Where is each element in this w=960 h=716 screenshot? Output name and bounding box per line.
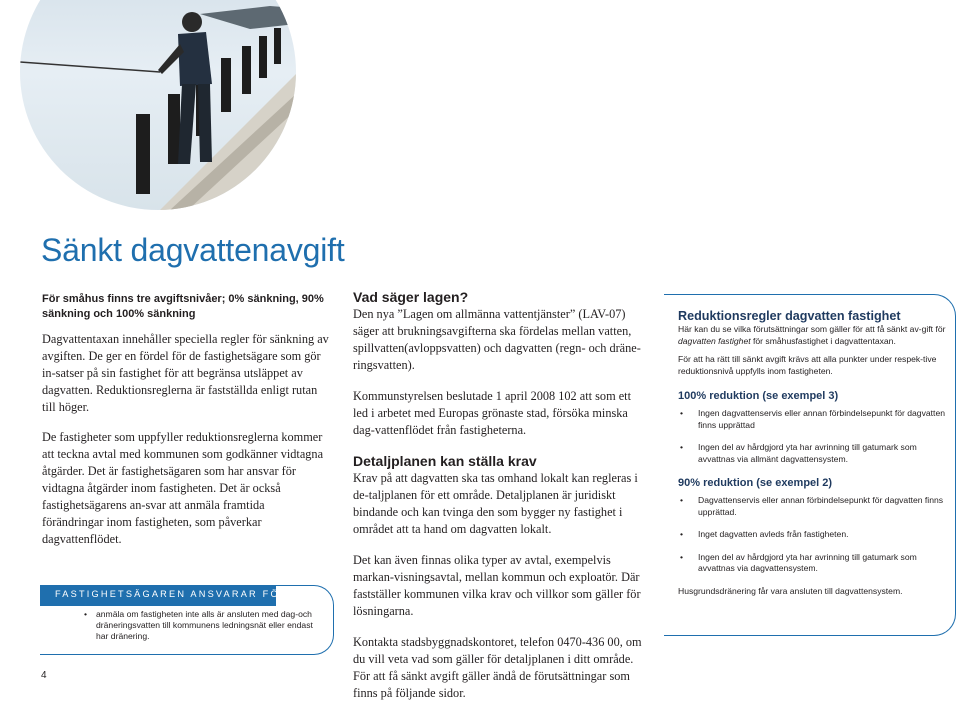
reduction-footer: Husgrundsdränering får vara ansluten till dagvattensystem.	[678, 585, 903, 596]
middle-column	[353, 289, 649, 716]
middle-paragraph-1: Den nya ”Lagen om allmänna vattentjänster” (LAV-07) säger att brukningsavgifterna ska fördelas mellan vatten, spillvatten(avloppsvatten) och dagvatten (regn- och dräne-ringsvatten).	[353, 307, 641, 372]
reduction-intro: Här kan du se vilka förutsättningar som gäller för att få sänkt av-gift för dagvatten fastighet för småhusfastighet i dagvattentaxan.	[678, 324, 946, 346]
list-90-reduction	[678, 495, 948, 575]
middle-paragraph-5: Kontakta stadsbyggnadskontoret, telefon 0470-436 00, om du vill veta vad som gäller för detaljplanen i ditt område. För att få sänkt avgift gäller ändå de förutsättningar som finns på följande sidor.	[353, 635, 642, 700]
left-column	[42, 292, 329, 561]
left-paragraph-1: Dagvattentaxan innehåller speciella regler för sänkning av avgiften. De ger en fördel för de fastighetsägare som gör in-satser på sin fastighet för att begränsa utsläppet av dagvatten. Reduktionsreglerna är fastställda enligt rutan till höger.	[42, 332, 329, 414]
middle-paragraph-3: Krav på att dagvatten ska tas omhand lokalt kan regleras i de-taljplanen för ett område. Detaljplanen är juridiskt bindande och kan tvinga den som bygger ny fastighet i området att ta hand om dagvatten lokalt.	[353, 471, 638, 536]
page-title: Sänkt dagvattenavgift	[41, 232, 345, 268]
list-item: • Ingen del av hårdgjord yta har avrinning till gatumark som avvattnas via dagvattensystem.	[680, 551, 917, 573]
reduction-rules-content	[678, 324, 948, 604]
left-paragraph-2: De fastigheter som uppfyller reduktionsreglerna kommer att teckna avtal med kommunen som godkänner vidtagna åtgärder. Det är fastighetsägaren som har ansvar för vidtagna åtgärder inom fastigheten. Det är också fastighetsägarens an-svar att anmäla framtida förändringar inom fastigheten, som påverkar dagvattenflödet.	[42, 430, 324, 546]
reduction-rules-title: Reduktionsregler dagvatten fastighet	[678, 309, 901, 323]
owner-responsibility-item: anmäla om fastigheten inte alls är ansluten med dag-och dräneringsvatten till kommunens ledningsnät eller endast har dränering.	[96, 609, 313, 641]
heading-detaljplanen: Detaljplanen kan ställa krav	[353, 453, 537, 469]
bullet: •	[84, 609, 88, 619]
owner-responsibility-heading: FASTIGHETSÄGAREN ANSVARAR FÖR ATT	[55, 589, 317, 599]
list-item: • Ingen dagvattenservis eller annan förbindelsepunkt för dagvatten finns upprättad	[680, 408, 945, 430]
list-item: • Ingen del av hårdgjord yta har avrinning till gatumark som avvattnas via allmänt dagvattensystem.	[680, 442, 917, 464]
reduction-intro-2: För att ha rätt till sänkt avgift krävs att alla punkter under respek-tive reduktionsnivå uppfylls inom fastigheten.	[678, 354, 937, 376]
middle-paragraph-2: Kommunstyrelsen beslutade 1 april 2008 102 att som ett led i arbetet med Europas grönaste stad, försöka minska dag-vattenflödet från fastigheterna.	[353, 389, 632, 437]
list-100-reduction	[678, 408, 948, 465]
middle-paragraph-4: Det kan även finnas olika typer av avtal, exempelvis markan-visningsavtal, mellan kommun och exploatör. Där fastställer kommunen vilka krav och villkor som gäller för lösningarna.	[353, 553, 641, 618]
heading-90-reduction: 90% reduktion (se exempel 2)	[678, 477, 833, 489]
left-lead: För småhus finns tre avgiftsnivåer; 0% sänkning, 90% sänkning och 100% sänkning	[42, 293, 324, 320]
list-item: • Inget dagvatten avleds från fastigheten.	[680, 529, 849, 539]
fishing-photo	[20, 0, 296, 210]
heading-100-reduction: 100% reduktion (se exempel 3)	[678, 390, 839, 402]
page-number: 4	[41, 670, 47, 681]
list-item: • Dagvattenservis eller annan förbindelsepunkt för dagvatten finns upprättad.	[680, 495, 944, 517]
heading-vad-sager-lagen: Vad säger lagen?	[353, 289, 469, 305]
